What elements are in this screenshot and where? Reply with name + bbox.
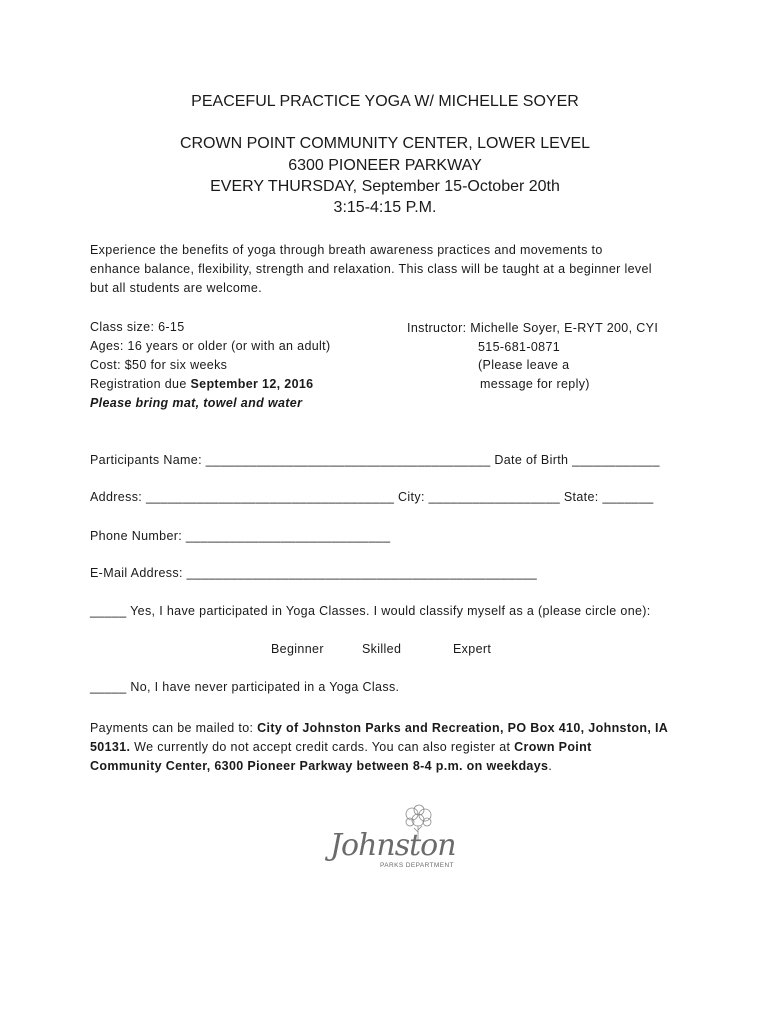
registration-prefix: Registration due (90, 377, 191, 391)
payment-address: City of Johnston Parks and Recreation, PO Box 410, Johnston, IA (257, 721, 669, 735)
logo-wordmark: Johnston (330, 828, 456, 863)
payment-zip: 50131. (90, 740, 131, 754)
cost: Cost: $50 for six weeks (90, 358, 228, 372)
email-field[interactable]: E-Mail Address: ________________________________________________ (90, 566, 538, 580)
payment-prefix: Payments can be mailed to: (90, 721, 258, 735)
phone-number-field[interactable]: Phone Number: ____________________________ (90, 529, 391, 543)
payment-line-3 (90, 757, 690, 776)
location-line-1: CROWN POINT COMMUNITY CENTER, LOWER LEVEL (179, 135, 591, 152)
johnston-parks-logo (326, 800, 456, 875)
registration-due (90, 375, 410, 394)
instructor-name: Instructor: Michelle Soyer, E-RYT 200, CYI (407, 321, 659, 335)
payment-period: . (548, 759, 553, 773)
payment-middle: We currently do not accept credit cards. You can also register at (130, 740, 515, 754)
level-skilled[interactable]: Skilled (362, 642, 402, 656)
intro-paragraph (90, 241, 690, 298)
logo-subtitle: PARKS DEPARTMENT (380, 862, 454, 869)
intro-line-3: but all students are welcome. (90, 281, 263, 295)
payment-place-a: Crown Point (514, 740, 592, 754)
class-size: Class size: 6-15 (90, 320, 185, 334)
never-participated-line[interactable]: _____ No, I have never participated in a Yoga Class. (90, 680, 400, 694)
time-line: 3:15-4:15 P.M. (333, 199, 437, 216)
instructor-note-1: (Please leave a (478, 358, 570, 372)
schedule-line: EVERY THURSDAY, September 15-October 20th (210, 178, 560, 195)
bring-items-text: Please bring mat, towel and water (90, 396, 303, 410)
instructor-phone: 515-681-0871 (478, 340, 561, 354)
location-line-2: 6300 PIONEER PARKWAY (288, 157, 482, 174)
ages: Ages: 16 years or older (or with an adult) (90, 339, 331, 353)
flyer-title: PEACEFUL PRACTICE YOGA W/ MICHELLE SOYER (191, 93, 579, 110)
bring-items (90, 394, 410, 413)
payment-line-2 (90, 738, 690, 757)
registration-date: September 12, 2016 (190, 377, 314, 391)
payment-line-1 (90, 719, 690, 738)
level-expert[interactable]: Expert (453, 642, 492, 656)
intro-line-2: enhance balance, flexibility, strength and relaxation. This class will be taught at a beginner level (90, 262, 652, 276)
class-details (90, 318, 410, 413)
address-field[interactable]: Address: __________________________________ City: __________________ State: _______ (90, 490, 654, 504)
instructor-note-2: message for reply) (480, 377, 590, 391)
intro-line-1: Experience the benefits of yoga through breath awareness practices and movements to (90, 243, 603, 257)
yes-participated-line[interactable]: _____ Yes, I have participated in Yoga Classes. I would classify myself as a (please circle one): (90, 604, 651, 618)
level-beginner[interactable]: Beginner (271, 642, 324, 656)
payment-paragraph (90, 719, 690, 776)
payment-place-b: Community Center, 6300 Pioneer Parkway between 8-4 p.m. on weekdays (90, 759, 549, 773)
participant-name-field[interactable]: Participants Name: _______________________________________ Date of Birth ____________ (90, 453, 660, 467)
